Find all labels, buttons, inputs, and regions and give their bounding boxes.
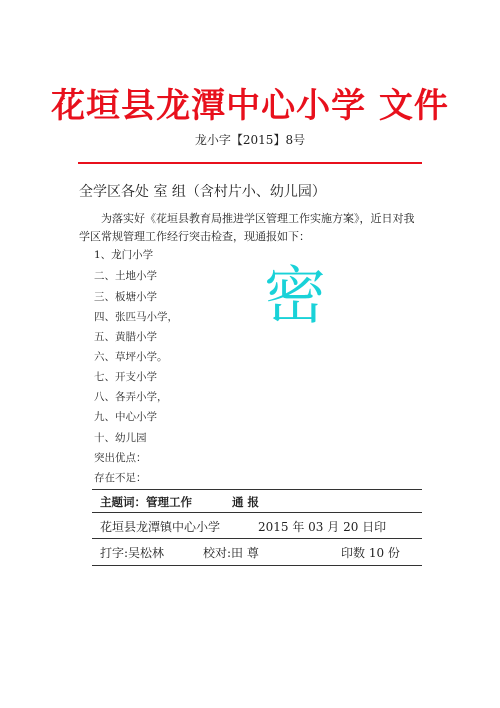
confidential-stamp: 密: [264, 259, 327, 332]
keywords-value: 通 报: [232, 495, 260, 509]
issuer: 花垣县龙潭镇中心小学: [100, 520, 221, 534]
list-item: 五、黄腊小学: [94, 331, 157, 343]
list-item: 八、各弄小学，: [94, 391, 168, 403]
footer-rule-top: [92, 489, 422, 490]
list-item: 七、开支小学: [94, 371, 157, 383]
recipient-heading: 全学区各处 室 组（含村片小、幼儿园）: [79, 184, 326, 200]
list-item: 十、幼儿园: [94, 432, 147, 444]
print-date: 2015 年 03 月 20 日印: [258, 520, 387, 534]
list-item: 存在不足：: [94, 472, 147, 484]
document-title: 花垣县龙潭中心小学 文件: [51, 86, 449, 126]
intro-paragraph: 为落实好《花垣县教育局推进学区管理工作实施方案》，近日对我学区常规管理工作经行突击检查，现通报如下：: [79, 212, 415, 243]
list-item: 突出优点：: [94, 452, 147, 464]
list-item: 三、板塘小学: [94, 291, 157, 303]
document-number: 龙小字【2015】8号: [194, 133, 306, 147]
keywords-label: 主题词：管理工作: [100, 495, 192, 509]
proofreader: 校对:田 尊: [203, 546, 259, 560]
footer-rule-2: [92, 538, 422, 539]
footer-rule-1: [92, 512, 422, 513]
copies: 印数 10 份: [341, 546, 400, 560]
list-item: 六、草坪小学。: [94, 351, 168, 363]
list-item: 1、龙门小学: [94, 249, 154, 261]
footer-rule-bottom: [92, 565, 422, 566]
list-item: 二、土地小学: [94, 270, 157, 282]
red-divider: [78, 162, 422, 164]
list-item: 九、中心小学: [94, 411, 157, 423]
list-item: 四、张匹马小学，: [94, 311, 178, 323]
typist: 打字:吴松林: [100, 546, 165, 560]
